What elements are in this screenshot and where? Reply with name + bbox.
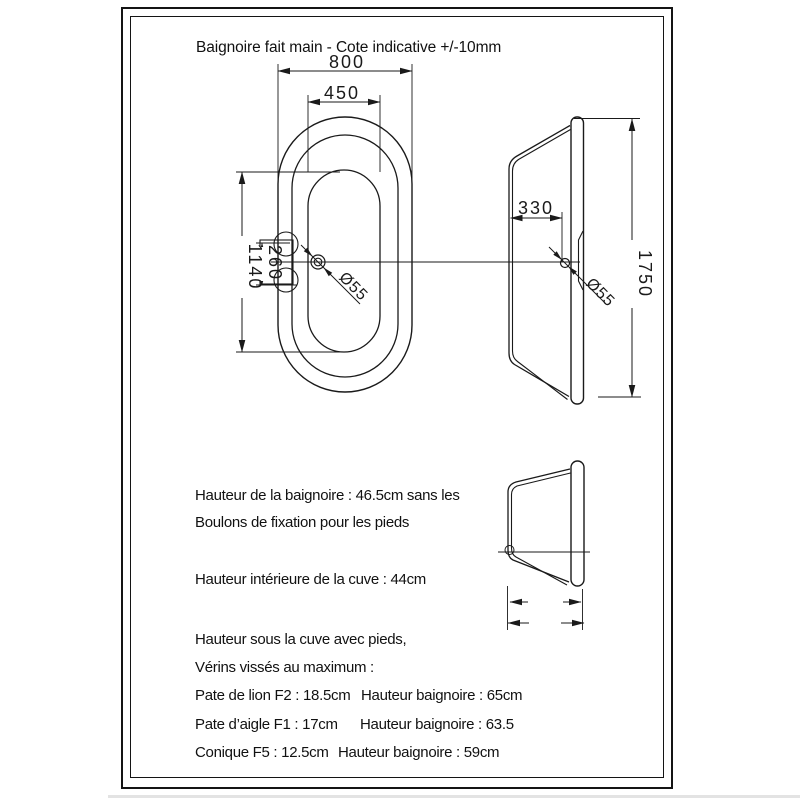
dim-260-label: 260 bbox=[265, 244, 285, 282]
dim-330-label: 330 bbox=[517, 198, 555, 218]
note-feet-intro-1: Hauteur sous la cuve avec pieds, bbox=[195, 631, 407, 648]
note-height-2: Boulons de fixation pour les pieds bbox=[195, 514, 410, 531]
overflow-bump bbox=[505, 546, 514, 555]
dim-1140-label: 1140 bbox=[245, 243, 265, 291]
foot-type-label: Pate de lion F2 : 18.5cm bbox=[195, 687, 351, 704]
tub-basin-floor bbox=[308, 170, 380, 352]
note-foot-row bbox=[195, 744, 500, 761]
foot-height-label: Hauteur baignoire : 65cm bbox=[361, 687, 523, 704]
end-view bbox=[498, 461, 590, 630]
dim-450-label: 450 bbox=[323, 83, 361, 103]
foot-type-label: Pate d’aigle F1 : 17cm bbox=[195, 716, 338, 733]
side-rim bbox=[571, 117, 584, 404]
drain-diameter-label-side: Ø55 bbox=[582, 275, 618, 311]
note-height-1: Hauteur de la baignoire : 46.5cm sans les bbox=[195, 487, 460, 504]
page-title: Baignoire fait main - Cote indicative +/-10mm bbox=[196, 39, 502, 56]
foot-height-label: Hauteur baignoire : 63.5 bbox=[360, 716, 514, 733]
side-view bbox=[509, 117, 641, 404]
scan-artifact-strip bbox=[108, 795, 800, 798]
side-wall-inner bbox=[513, 130, 571, 400]
note-foot-row bbox=[195, 716, 514, 733]
end-wall-inner bbox=[512, 473, 571, 585]
drain-recess bbox=[579, 231, 584, 290]
drain-diameter-label-plan: Ø55 bbox=[335, 269, 371, 305]
foot-height-label: Hauteur baignoire : 59cm bbox=[338, 744, 500, 761]
plan-view bbox=[233, 64, 580, 392]
dim-1750-label: 1750 bbox=[635, 249, 655, 299]
note-feet-intro-2: Vérins vissés au maximum : bbox=[195, 659, 374, 676]
tub-outer-rim bbox=[278, 117, 412, 392]
dim-800-label: 800 bbox=[328, 52, 366, 72]
end-rim bbox=[571, 461, 584, 586]
note-foot-row bbox=[195, 687, 523, 704]
foot-type-label: Conique F5 : 12.5cm bbox=[195, 744, 329, 761]
note-inner-height: Hauteur intérieure de la cuve : 44cm bbox=[195, 571, 426, 588]
